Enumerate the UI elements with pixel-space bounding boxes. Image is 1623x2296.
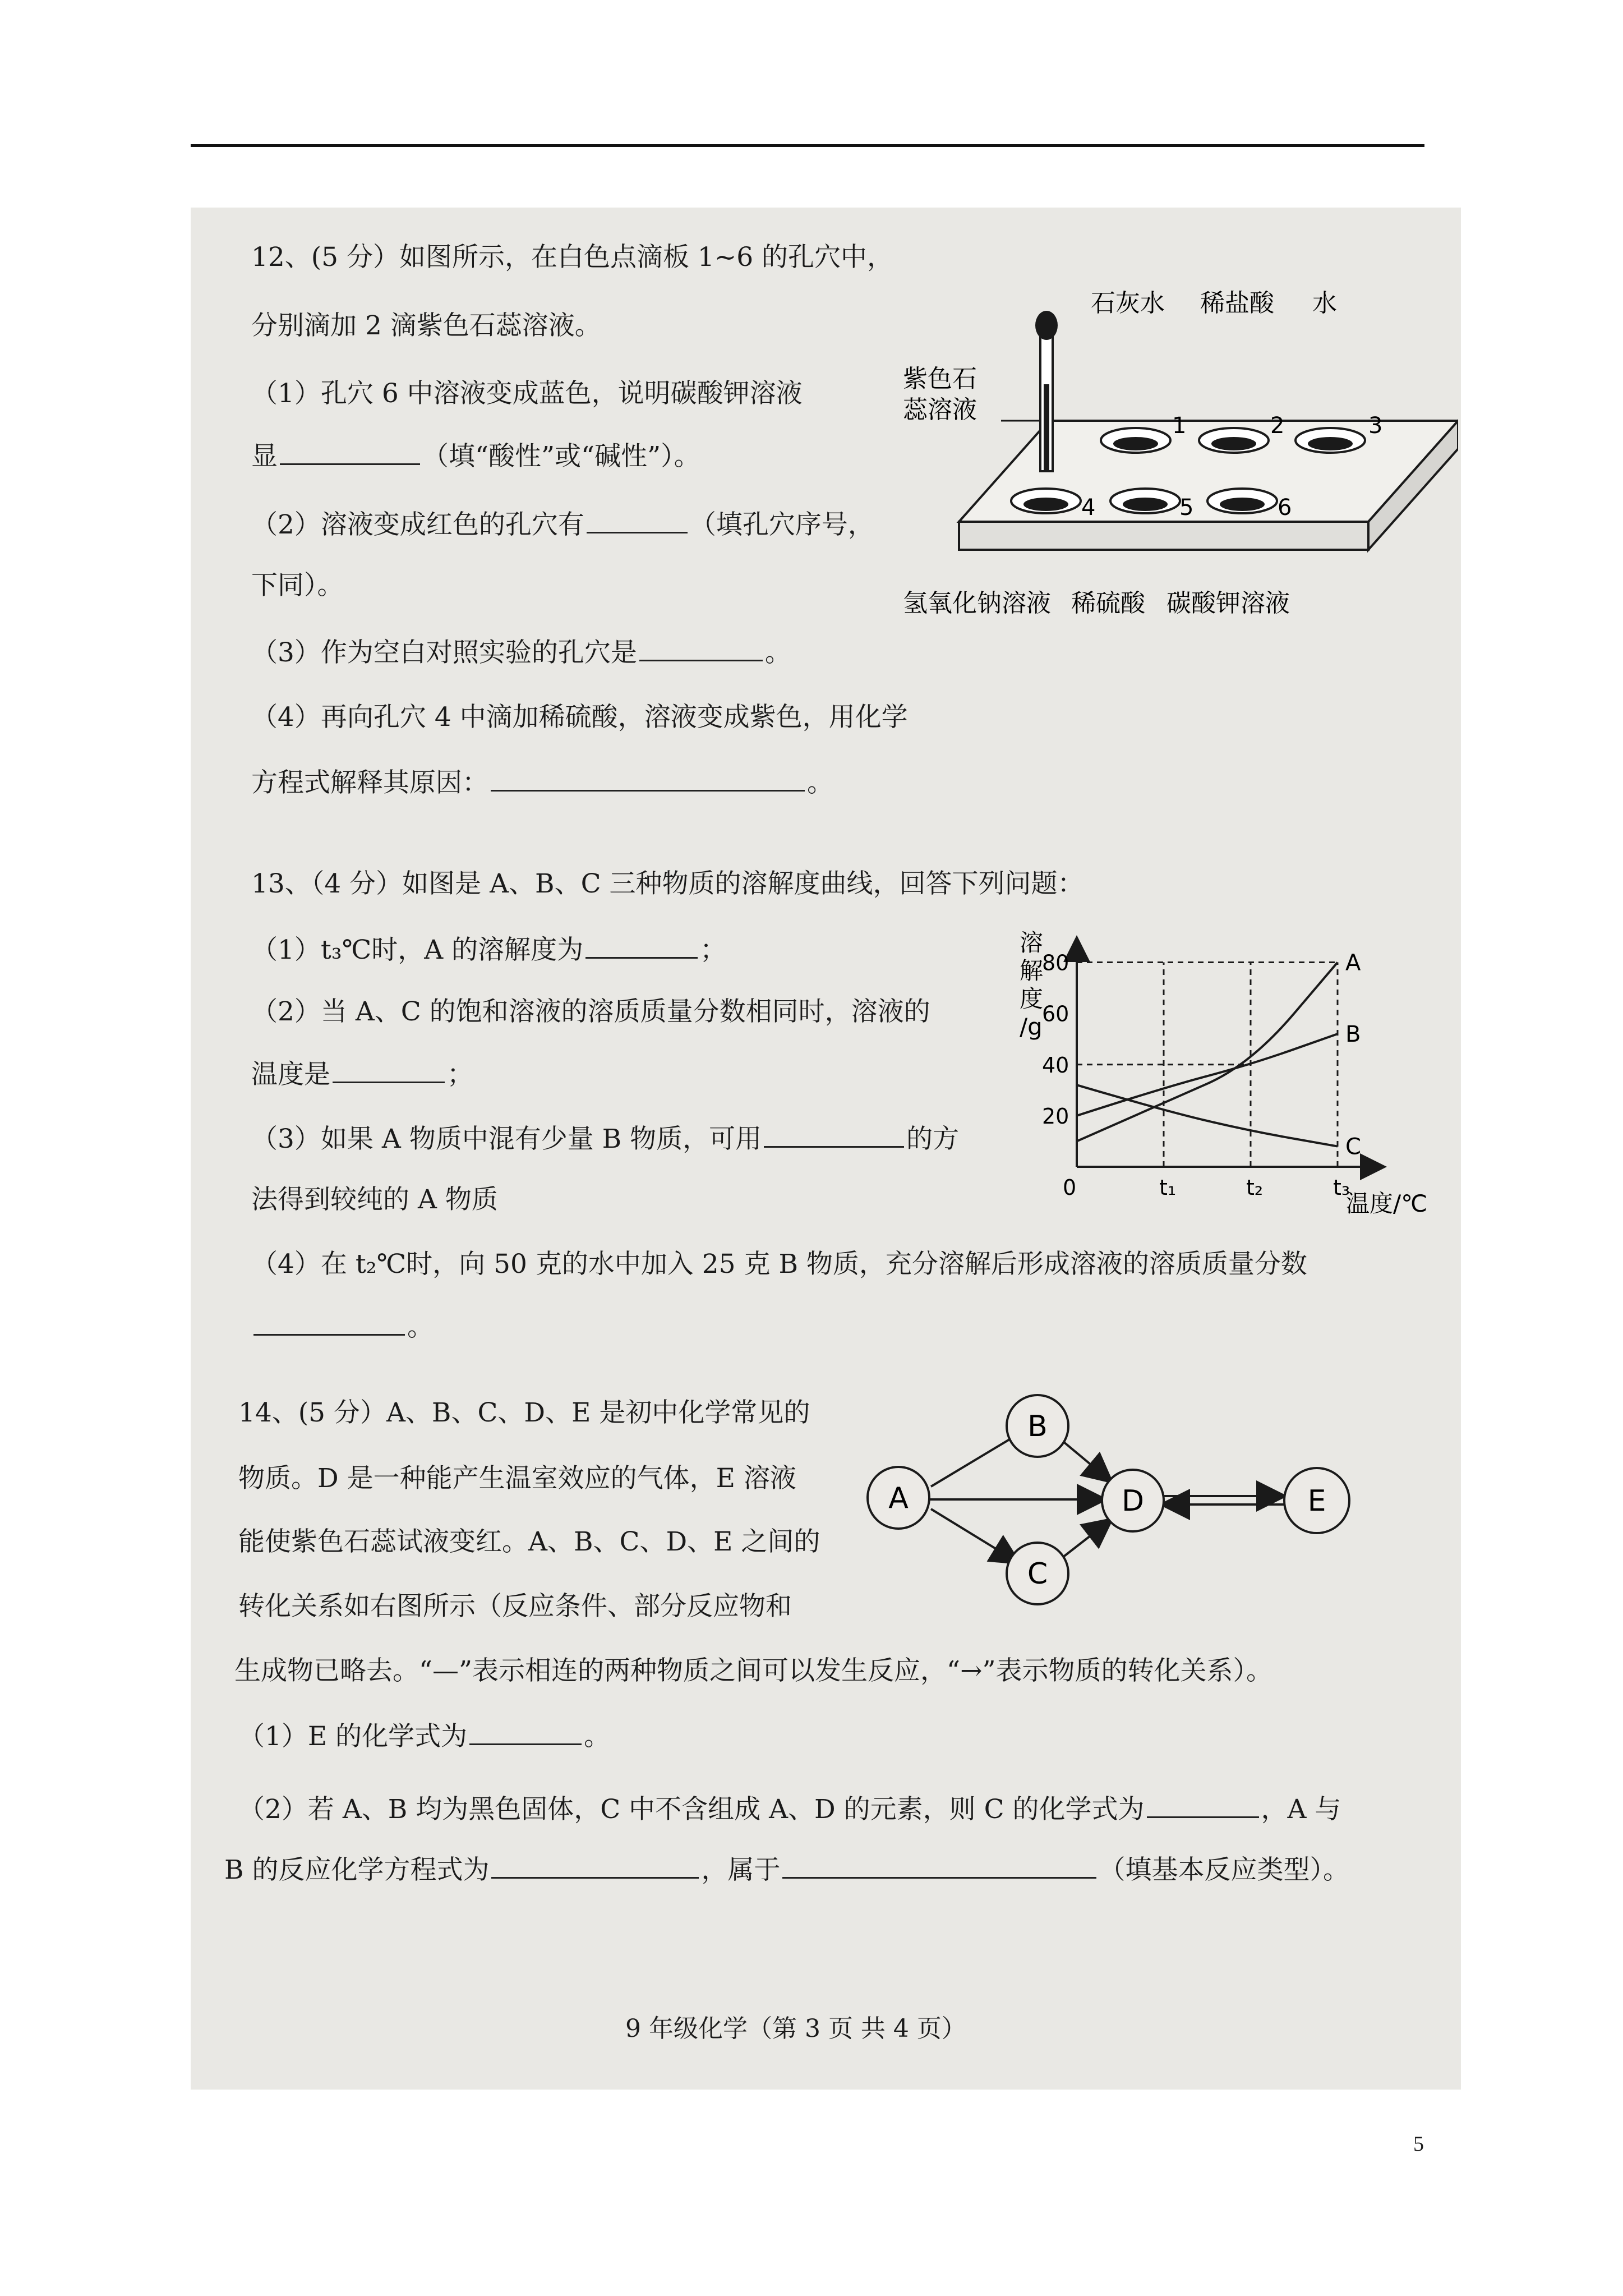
- label-bottom-3: 碳酸钾溶液: [1166, 589, 1290, 618]
- y-axis-label-char: 度: [1020, 985, 1044, 1013]
- answer-blank[interactable]: [764, 1125, 904, 1148]
- label-top-2: 稀盐酸: [1200, 289, 1274, 318]
- node-c: [1007, 1543, 1068, 1604]
- y-axis-label: [1020, 929, 1043, 1041]
- header-rule: [191, 144, 1424, 147]
- label-top-1: 石灰水: [1091, 289, 1165, 318]
- answer-blank[interactable]: [491, 769, 805, 792]
- q12-part3: （3）作为空白对照实验的孔穴是 。: [251, 637, 791, 668]
- y-tick-label: 40: [1042, 1052, 1069, 1078]
- guide-lines: [1077, 963, 1338, 1167]
- q14-part2-line1: （2）若 A、B 均为黑色固体，C 中不含组成 A、D 的元素，则 C 的化学式为 ，A 与: [238, 1794, 1341, 1825]
- y-axis-label-char: /g: [1020, 1013, 1043, 1041]
- q13-line1: 13、（4 分）如图是 A、B、C 三种物质的溶解度曲线，回答下列问题：: [251, 868, 1084, 899]
- svg-text:B: B: [1027, 1410, 1048, 1443]
- answer-blank[interactable]: [782, 1856, 1096, 1879]
- relation-diagram: [864, 1380, 1368, 1632]
- q14-line1: 14、(5 分）A、B、C、D、E 是初中化学常见的: [238, 1397, 810, 1428]
- axis-ticks: [1042, 951, 1350, 1200]
- q13-part2-line2: 温度是 ；: [251, 1059, 473, 1090]
- y-axis-label-char: 溶: [1020, 929, 1044, 956]
- x-tick-label: 0: [1063, 1175, 1077, 1200]
- litmus-label-line1: 紫色石: [903, 365, 977, 393]
- q12-part4-line2: 方程式解释其原因： 。: [251, 767, 833, 798]
- y-tick-label: 60: [1042, 1001, 1069, 1027]
- q14-line3: 能使紫色石蕊试液变红。A、B、C、D、E 之间的: [238, 1526, 820, 1557]
- svg-text:E: E: [1307, 1484, 1326, 1518]
- svg-text:C: C: [1027, 1557, 1048, 1591]
- edge-a-c: [931, 1509, 1018, 1562]
- svg-text:D: D: [1121, 1484, 1145, 1518]
- x-tick-label: t₃: [1333, 1175, 1350, 1200]
- y-tick-label: 20: [1042, 1103, 1069, 1129]
- q13-part4-line1: （4）在 t₂℃时，向 50 克的水中加入 25 克 B 物质，充分溶解后形成溶液的溶质质量分数: [251, 1249, 1307, 1280]
- q14-part1: （1）E 的化学式为 。: [238, 1721, 611, 1752]
- well-number: 1: [1172, 413, 1187, 439]
- answer-blank[interactable]: [469, 1722, 582, 1745]
- answer-blank[interactable]: [639, 638, 763, 661]
- series-C-curve: [1077, 1085, 1338, 1146]
- series-B-curve: [1077, 1034, 1338, 1116]
- answer-blank[interactable]: [280, 442, 420, 465]
- node-d: [1102, 1470, 1164, 1531]
- y-axis-label-char: 解: [1020, 957, 1044, 984]
- node-e: [1284, 1468, 1349, 1533]
- q12-part4-line1: （4）再向孔穴 4 中滴加稀硫酸，溶液变成紫色，用化学: [251, 702, 908, 733]
- q12-line2: 分别滴加 2 滴紫色石蕊溶液。: [251, 310, 601, 341]
- q13-part3-line1: （3）如果 A 物质中混有少量 B 物质，可用 的方: [251, 1124, 960, 1154]
- q13-part2-line1: （2）当 A、C 的饱和溶液的溶质质量分数相同时，溶液的: [251, 996, 930, 1027]
- edge-a-b: [931, 1436, 1015, 1487]
- series-C-label: C: [1345, 1134, 1361, 1160]
- q14-part2-line2: B 的反应化学方程式为 ，属于 （填基本反应类型）。: [224, 1855, 1349, 1885]
- series-A-curve: [1077, 963, 1338, 1142]
- q14-line2: 物质。D 是一种能产生温室效应的气体，E 溶液: [238, 1463, 796, 1494]
- edge-c-d: [1060, 1520, 1110, 1559]
- q12-part2-line2: 下同）。: [251, 570, 344, 601]
- well-number: 2: [1270, 413, 1285, 439]
- q12-part1-line2: 显 （填“酸性”或“碱性”）。: [251, 441, 700, 472]
- label-top-3: 水: [1312, 289, 1337, 318]
- well-number: 4: [1081, 495, 1096, 521]
- q12-part1-line1: （1）孔穴 6 中溶液变成蓝色，说明碳酸钾溶液: [251, 378, 803, 409]
- label-bottom-1: 氢氧化钠溶液: [903, 589, 1051, 618]
- x-axis-label: 温度/℃: [1346, 1190, 1428, 1217]
- q13-part1: （1）t₃℃时，A 的溶解度为 ；: [251, 935, 727, 965]
- answer-blank[interactable]: [587, 510, 688, 533]
- q13-part3-line2: 法得到较纯的 A 物质: [251, 1184, 498, 1215]
- x-tick-label: t₁: [1159, 1175, 1177, 1200]
- q12-line1: 12、(5 分）如图所示，在白色点滴板 1~6 的孔穴中，: [251, 242, 894, 273]
- x-tick-label: t₂: [1246, 1175, 1264, 1200]
- answer-blank[interactable]: [585, 936, 698, 959]
- well-number: 3: [1368, 413, 1383, 439]
- q13-part4-line2: 。: [251, 1313, 434, 1340]
- answer-blank[interactable]: [333, 1060, 445, 1083]
- series-curves: [1077, 950, 1361, 1160]
- q14-line5: 生成物已略去。“—”表示相连的两种物质之间可以发生反应，“→”表示物质的转化关系）。: [234, 1655, 1272, 1686]
- node-b: [1007, 1395, 1068, 1457]
- series-B-label: B: [1345, 1022, 1361, 1048]
- answer-blank[interactable]: [1147, 1795, 1259, 1818]
- q12-part2-line1: （2）溶液变成红色的孔穴有 （填孔穴序号，: [251, 509, 874, 540]
- edge-b-d: [1060, 1439, 1110, 1481]
- litmus-label-line2: 蕊溶液: [903, 395, 977, 424]
- y-tick-label: 80: [1042, 950, 1069, 976]
- scanned-exam-page: [191, 208, 1461, 2090]
- solubility-chart: [1009, 926, 1447, 1217]
- well-number: 5: [1179, 495, 1194, 521]
- well-number: 6: [1278, 495, 1292, 521]
- answer-blank[interactable]: [253, 1313, 405, 1336]
- label-bottom-2: 稀硫酸: [1071, 589, 1145, 618]
- node-a: [868, 1467, 929, 1529]
- series-A-label: A: [1345, 950, 1361, 976]
- page-number: 5: [1413, 2132, 1424, 2156]
- answer-blank[interactable]: [491, 1856, 699, 1879]
- spot-plate-figure: [903, 286, 1458, 651]
- q14-line4: 转化关系如右图所示（反应条件、部分反应物和: [238, 1591, 792, 1622]
- svg-text:A: A: [888, 1481, 909, 1515]
- scan-footer: 9 年级化学（第 3 页 共 4 页）: [625, 2014, 966, 2043]
